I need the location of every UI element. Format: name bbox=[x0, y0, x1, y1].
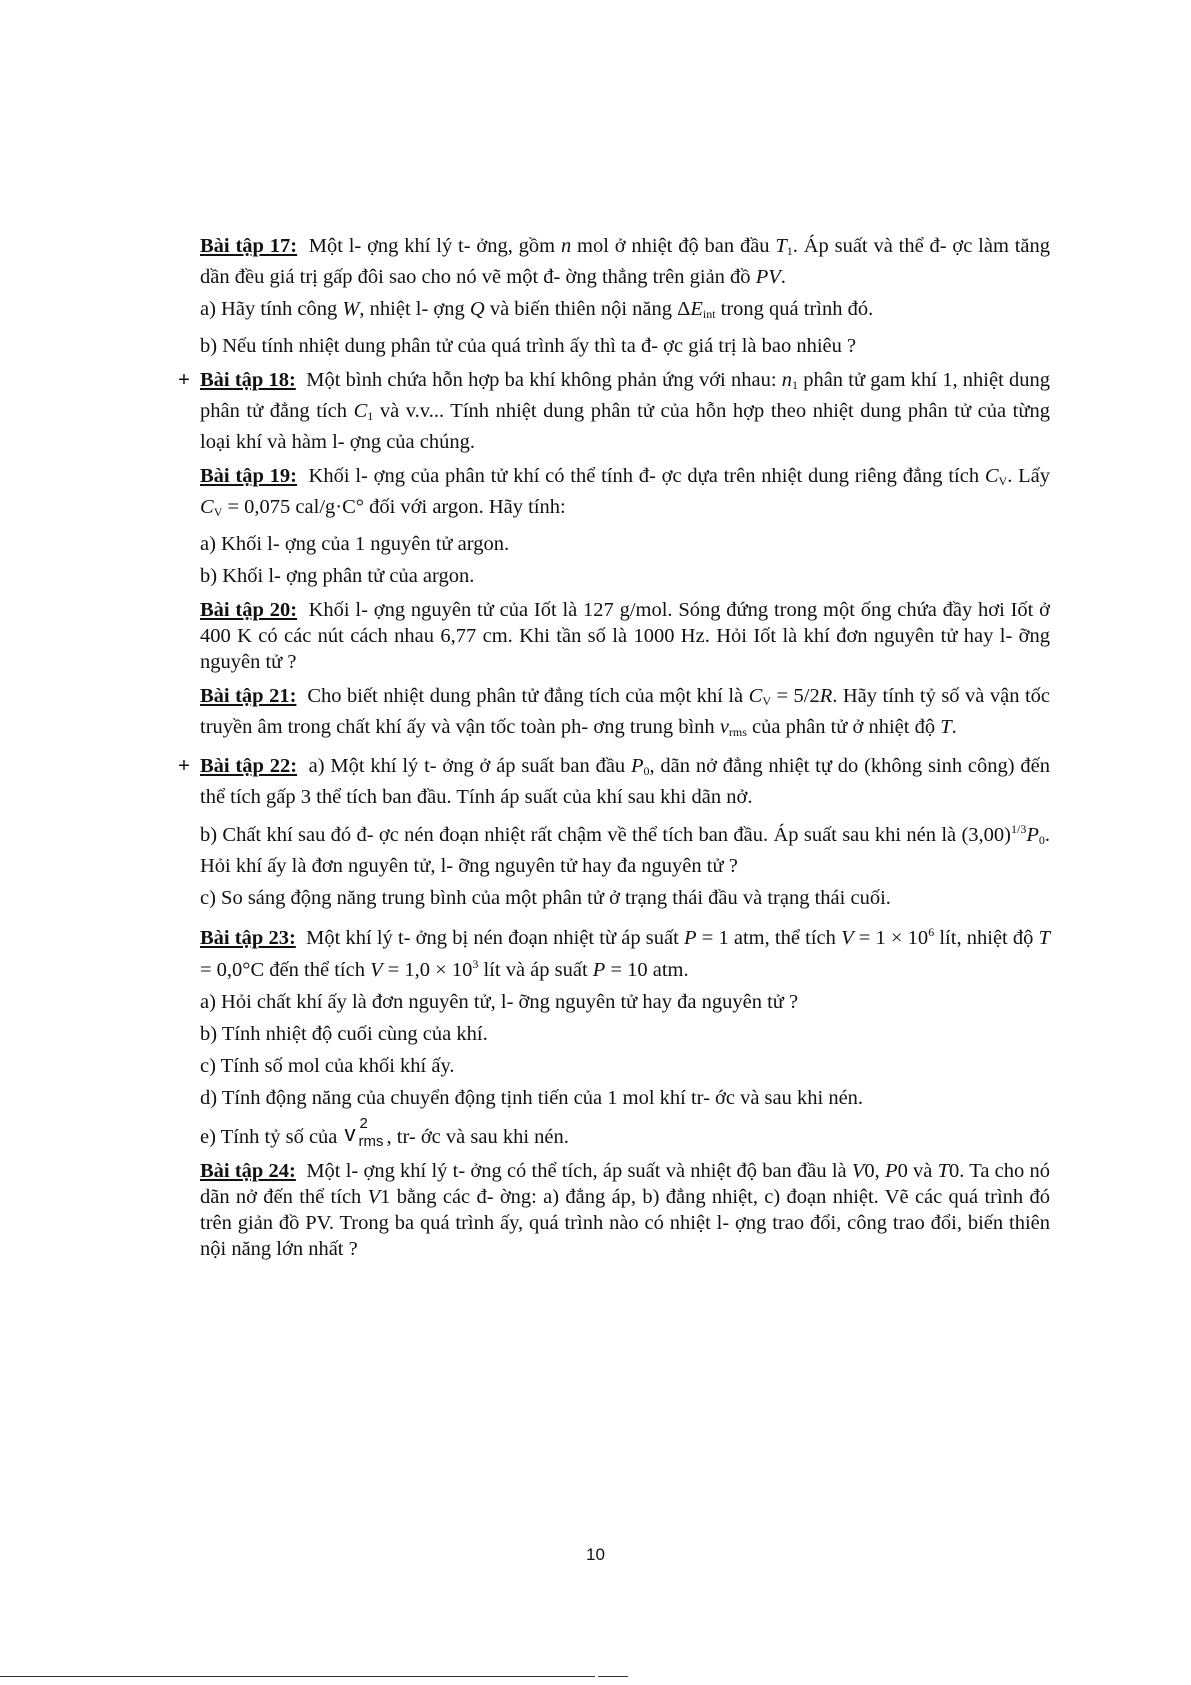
math-var: E bbox=[690, 298, 703, 320]
text: lít và áp suất bbox=[478, 959, 593, 981]
plus-marker: + bbox=[178, 754, 190, 777]
exercise-label: Bài tập 20: bbox=[200, 599, 298, 621]
exercise-17 bbox=[200, 233, 1050, 359]
text: 0 và bbox=[897, 1160, 938, 1182]
text: lít, nhiệt độ bbox=[934, 927, 1039, 949]
math-var: v bbox=[719, 716, 729, 738]
subscript: rms bbox=[358, 1133, 384, 1150]
v-rms-squared bbox=[343, 1115, 387, 1150]
text: = 1 atm, thể tích bbox=[696, 927, 842, 949]
exercise-17-statement bbox=[200, 233, 1050, 290]
math-var: V bbox=[367, 1186, 381, 1208]
text: . Lấy bbox=[1007, 465, 1050, 487]
text: = 5/2 bbox=[771, 685, 820, 707]
exercise-22 bbox=[178, 753, 1050, 911]
subscript: 1 bbox=[786, 244, 793, 258]
math-var: C bbox=[984, 465, 999, 487]
math-var: P bbox=[885, 1160, 898, 1182]
math-var: P bbox=[1026, 824, 1039, 846]
exercise-24 bbox=[200, 1158, 1050, 1262]
text: b) Chất khí sau đó đ- ợc nén đoạn nhiệt rất chậm về thể tích ban đầu. Áp suất sau khi nén là (3,00) bbox=[200, 824, 1011, 846]
exercise-23-part-b: b) Tính nhiệt độ cuối cùng của khí. bbox=[200, 1023, 488, 1045]
exercise-label: Bài tập 17: bbox=[200, 235, 298, 257]
exercise-list bbox=[178, 233, 1051, 1270]
text: = 0,075 cal/g·C° đối với argon. Hãy tính: bbox=[222, 496, 566, 518]
math-var: W bbox=[342, 298, 360, 320]
text: . Hỏi khí ấy là đơn nguyên tử, l- ỡng nguyên tử hay đa nguyên tử ? bbox=[200, 824, 1050, 877]
math-var: P bbox=[592, 959, 606, 981]
text: Một khí lý t- ởng bị nén đoạn nhiệt từ áp suất bbox=[306, 927, 684, 949]
text: Khối l- ợng của phân tử khí có thể tính đ- ợc dựa trên nhiệt dung riêng đẳng tích bbox=[308, 465, 985, 487]
math-var: C bbox=[200, 496, 214, 518]
text: , nhiệt l- ợng bbox=[359, 298, 470, 320]
exercise-19-part-a: a) Khối l- ợng của 1 nguyên tử argon. bbox=[200, 533, 510, 555]
text: 1 bằng các đ- ờng: a) đẳng áp, b) đẳng nhiệt, c) đoạn nhiệt. Vẽ các quá trình đó trên giản đồ PV. Trong ba quá trình ấy, quá trình nào có nhiệt l- ợng trao đổi, công trao đổi, biến thiên nội năng lớn nhất ? bbox=[200, 1186, 1050, 1260]
math-var: C bbox=[353, 400, 368, 422]
text: . bbox=[951, 716, 957, 738]
text: mol ở nhiệt độ ban đầu bbox=[571, 235, 776, 257]
plus-marker: + bbox=[178, 368, 190, 391]
exercise-21 bbox=[200, 683, 1050, 745]
exercise-label: Bài tập 18: bbox=[200, 369, 296, 391]
text: của phân tử ở nhiệt độ bbox=[746, 716, 941, 738]
exercise-23 bbox=[200, 919, 1050, 1150]
subscript: 0 bbox=[1038, 833, 1045, 847]
math-var: R bbox=[819, 685, 833, 707]
text: = 10 atm. bbox=[605, 959, 689, 981]
exercise-17-part-a bbox=[200, 296, 1050, 327]
text: Một l- ợng khí lý t- ởng có thể tích, áp suất và nhiệt độ ban đầu là bbox=[306, 1160, 852, 1182]
text: 0. Ta cho nó dãn nở đến thể tích bbox=[200, 1160, 1050, 1208]
subscript: rms bbox=[728, 725, 747, 739]
math-var: Q bbox=[469, 298, 485, 320]
text: và v.v... Tính nhiệt dung phân tử của hỗn hợp theo nhiệt dung phân tử của từng loại khí và hàm l- ợng của chúng. bbox=[200, 400, 1050, 453]
math-var: V bbox=[851, 1160, 865, 1182]
exercise-label: Bài tập 23: bbox=[200, 927, 296, 949]
text: . bbox=[780, 266, 786, 288]
text: = 0,0°C đến thể tích bbox=[200, 959, 371, 981]
subscript: 0 bbox=[643, 764, 650, 778]
exercise-24-statement bbox=[200, 1158, 1050, 1262]
exercise-22-part-a bbox=[200, 753, 1050, 810]
exercise-23-part-d: d) Tính động năng của chuyển động tịnh tiến của 1 mol khí tr- ớc và sau khi nén. bbox=[200, 1087, 864, 1109]
subscript: V bbox=[998, 474, 1008, 488]
exercise-23-part-c: c) Tính số mol của khối khí ấy. bbox=[200, 1055, 455, 1077]
superscript: 6 bbox=[928, 925, 935, 939]
subscript: V bbox=[213, 505, 223, 519]
math-var: P bbox=[684, 927, 697, 949]
text: Khối l- ợng nguyên tử của Iốt là 127 g/mol. Sóng đứng trong một ống chứa đầy hơi Iốt ở 400 K có các nút cách nhau 6,77 cm. Khi tần số là 1000 Hz. Hỏi Iốt là khí đơn nguyên tử hay l- ỡng nguyên tử ? bbox=[200, 599, 1050, 673]
exercise-19-statement bbox=[200, 463, 1050, 525]
exercise-label: Bài tập 24: bbox=[200, 1160, 296, 1182]
math-var: V bbox=[841, 927, 854, 949]
text: , tr- ớc và sau khi nén. bbox=[386, 1126, 569, 1148]
math-var: P bbox=[630, 755, 644, 777]
text: . Hãy tính tỷ số và vận tốc truyền âm trong chất khí ấy và vận tốc toàn ph- ơng trung bình bbox=[200, 685, 1050, 738]
v-symbol: v bbox=[344, 1121, 356, 1146]
superscript: 1/3 bbox=[1011, 822, 1027, 836]
exercise-20-statement bbox=[200, 597, 1050, 675]
exercise-18 bbox=[178, 367, 1050, 455]
subscript: V bbox=[762, 694, 771, 708]
math-var: n bbox=[781, 369, 792, 391]
exercise-22-part-c: c) So sáng động năng trung bình của một phân tử ở trạng thái đầu và trạng thái cuối. bbox=[200, 887, 891, 909]
math-var: T bbox=[775, 235, 787, 257]
exercise-label: Bài tập 22: bbox=[200, 755, 298, 777]
text: và biến thiên nội năng Δ bbox=[484, 298, 691, 320]
exercise-19 bbox=[200, 463, 1050, 589]
text: Một l- ợng khí lý t- ởng, gồm bbox=[308, 235, 561, 257]
text: . Áp suất và thể đ- ợc làm tăng dần đều giá trị gấp đôi sao cho nó vẽ một đ- ờng thẳng trên giản đồ bbox=[200, 235, 1051, 288]
footer-divider-short bbox=[598, 1676, 628, 1677]
exercise-label: Bài tập 21: bbox=[200, 685, 297, 707]
subscript: 1 bbox=[367, 409, 374, 423]
footer-divider bbox=[0, 1676, 595, 1677]
exercise-23-statement bbox=[200, 919, 1050, 983]
subscript: int bbox=[702, 307, 716, 321]
exercise-21-statement bbox=[200, 683, 1050, 745]
math-var: C bbox=[748, 685, 763, 707]
page-number: 10 bbox=[586, 1545, 605, 1564]
exercise-23-part-e bbox=[200, 1117, 1050, 1150]
text: e) Tính tỷ số của bbox=[200, 1126, 343, 1148]
superscript: 3 bbox=[472, 957, 479, 971]
text: , dãn nở đẳng nhiệt tự do (không sinh công) đến thể tích gấp 3 thể tích ban đầu. Tính áp suất của khí sau khi dãn nở. bbox=[200, 755, 1050, 808]
subscript: 1 bbox=[791, 378, 798, 392]
math-var: T bbox=[1038, 927, 1051, 949]
exercise-23-part-a: a) Hỏi chất khí ấy là đơn nguyên tử, l- ỡng nguyên tử hay đa nguyên tử ? bbox=[200, 991, 799, 1013]
text: a) Hãy tính công bbox=[200, 298, 343, 320]
text: phân tử gam khí 1, nhiệt dung phân tử đẳng tích bbox=[200, 369, 1050, 422]
math-var: T bbox=[940, 716, 952, 738]
text: 0, bbox=[864, 1160, 886, 1182]
math-var: PV bbox=[755, 266, 781, 288]
text: trong quá trình đó. bbox=[715, 298, 874, 320]
text: Một bình chứa hỗn hợp ba khí không phản ứng với nhau: bbox=[306, 369, 782, 391]
text: Cho biết nhiệt dung phân tử đẳng tích của một khí là bbox=[307, 685, 749, 707]
exercise-22-part-b bbox=[200, 816, 1050, 879]
text: = 1 × 10 bbox=[853, 927, 929, 949]
text: a) Một khí lý t- ởng ở áp suất ban đầu bbox=[308, 755, 631, 777]
exercise-17-part-b: b) Nếu tính nhiệt dung phân tử của quá trình ấy thì ta đ- ợc giá trị là bao nhiêu ? bbox=[200, 335, 857, 357]
text: = 1,0 × 10 bbox=[382, 959, 473, 981]
math-var: n bbox=[560, 235, 572, 257]
superscript: 2 bbox=[359, 1115, 368, 1132]
exercise-18-statement bbox=[200, 367, 1050, 455]
exercise-20 bbox=[200, 597, 1050, 675]
exercise-label: Bài tập 19: bbox=[200, 465, 297, 487]
math-var: V bbox=[370, 959, 383, 981]
math-var: T bbox=[937, 1160, 950, 1182]
exercise-19-part-b: b) Khối l- ợng phân tử của argon. bbox=[200, 565, 475, 587]
